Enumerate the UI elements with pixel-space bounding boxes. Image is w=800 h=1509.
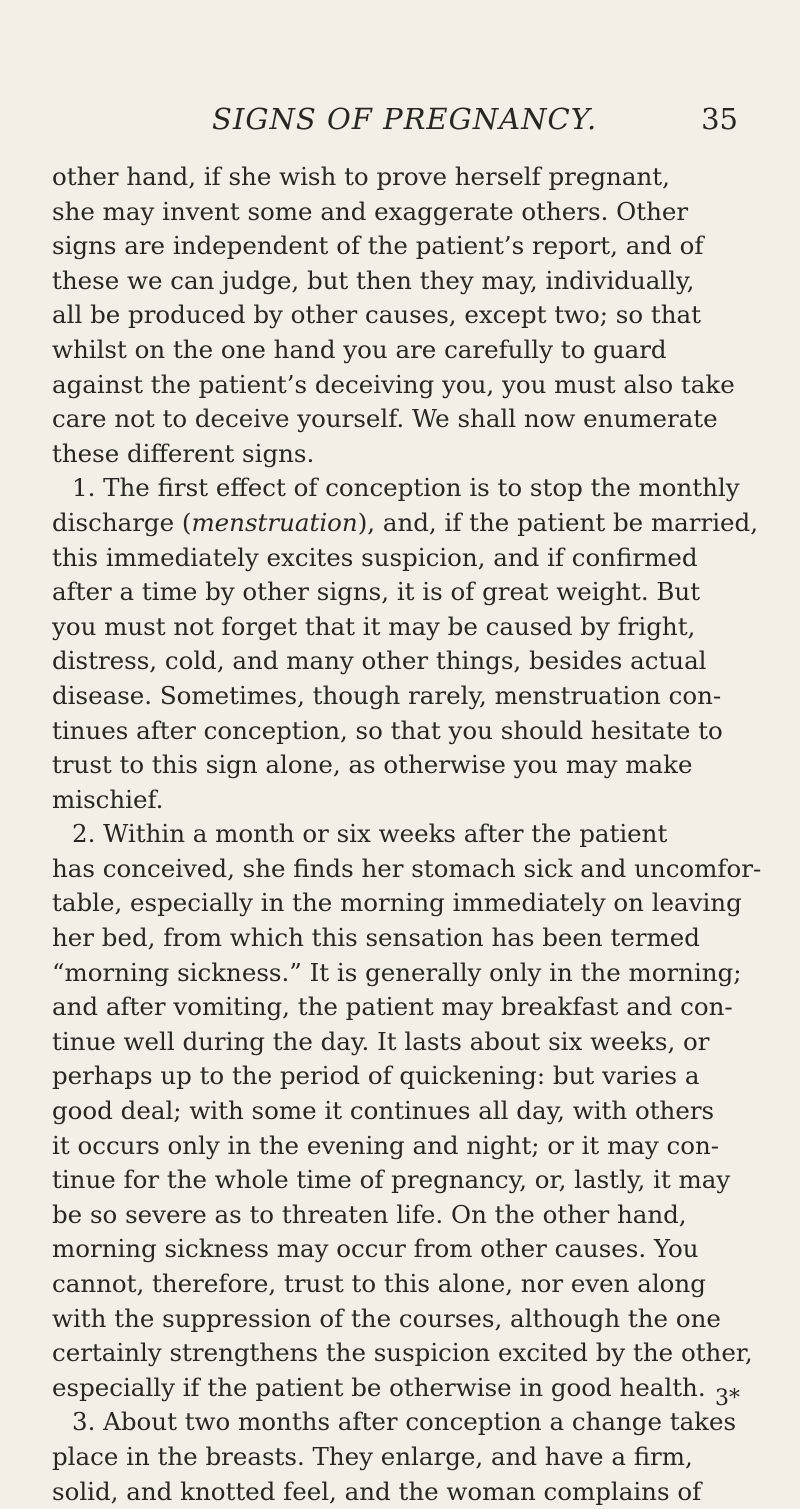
text-segment: ), and, if the patient be married, [357, 507, 759, 537]
page-header [0, 102, 800, 142]
text-line: this immediately excites suspicion, and if confirmed [52, 542, 698, 572]
text-line: with the suppression of the courses, although the one [52, 1303, 721, 1333]
text-line: tinue well during the day. It lasts about six weeks, or [52, 1026, 710, 1056]
text-segment: discharge ( [52, 507, 192, 537]
text-line: morning sickness may occur from other causes. You [52, 1234, 699, 1264]
text-line: signs are independent of the patient’s report, and of [52, 231, 704, 261]
text-line: trust to this sign alone, as otherwise you may make [52, 750, 693, 780]
text-line: “morning sickness.” It is generally only in the morning; [52, 957, 742, 987]
running-head: SIGNS OF PREGNANCY. [212, 102, 598, 136]
text-line: you must not forget that it may be caused by fright, [52, 611, 696, 641]
text-line: 3. About two months after conception a change takes [72, 1407, 737, 1437]
text-line: table, especially in the morning immediately on leaving [52, 888, 742, 918]
text-line: perhaps up to the period of quickening: but varies a [52, 1061, 700, 1091]
text-line: tinue for the whole time of pregnancy, or, lastly, it may [52, 1165, 731, 1195]
text-line: 1. The first effect of conception is to stop the monthly [72, 473, 740, 503]
text-line: especially if the patient be otherwise in good health. [52, 1372, 706, 1402]
text-line: these different signs. [52, 438, 315, 468]
body-text [52, 160, 760, 1509]
text-line: distress, cold, and many other things, besides actual [52, 646, 707, 676]
text-line: certainly strengthens the suspicion excited by the other, [52, 1338, 753, 1368]
text-line: her bed, from which this sensation has been termed [52, 923, 700, 953]
page-number: 35 [701, 102, 738, 136]
text-line: mischief. [52, 784, 164, 814]
signature-mark: 3* [715, 1386, 740, 1411]
italic-term: menstruation [191, 507, 358, 537]
text-line: these we can judge, but then they may, individually, [52, 265, 695, 295]
text-line: be so severe as to threaten life. On the other hand, [52, 1199, 687, 1229]
text-line: 2. Within a month or six weeks after the patient [72, 819, 668, 849]
text-line: has conceived, she finds her stomach sick and uncomfor- [52, 853, 762, 883]
text-line: place in the breasts. They enlarge, and have a firm, [52, 1441, 693, 1471]
text-line: and after vomiting, the patient may breakfast and con- [52, 992, 733, 1022]
text-line: she may invent some and exaggerate others. Other [52, 196, 689, 226]
text-line: cannot, therefore, trust to this alone, nor even along [52, 1269, 706, 1298]
text-line: after a time by other signs, it is of great weight. But [52, 577, 701, 607]
text-line: it occurs only in the evening and night; or it may con- [52, 1130, 720, 1160]
text-line: whilst on the one hand you are carefully to guard [52, 334, 667, 364]
text-line: solid, and knotted feel, and the woman complains of [52, 1476, 702, 1506]
text-line: disease. Sometimes, though rarely, menstruation con- [52, 680, 722, 710]
text-line: tinues after conception, so that you should hesitate to [52, 715, 723, 745]
text-line: against the patient’s deceiving you, you must also take [52, 369, 735, 399]
text-line [52, 506, 760, 541]
text-line: other hand, if she wish to prove herself pregnant, [52, 162, 670, 191]
text-line: care not to deceive yourself. We shall now enumerate [52, 404, 718, 434]
text-line: all be produced by other causes, except two; so that [52, 300, 701, 330]
text-line: good deal; with some it continues all day, with others [52, 1096, 715, 1126]
